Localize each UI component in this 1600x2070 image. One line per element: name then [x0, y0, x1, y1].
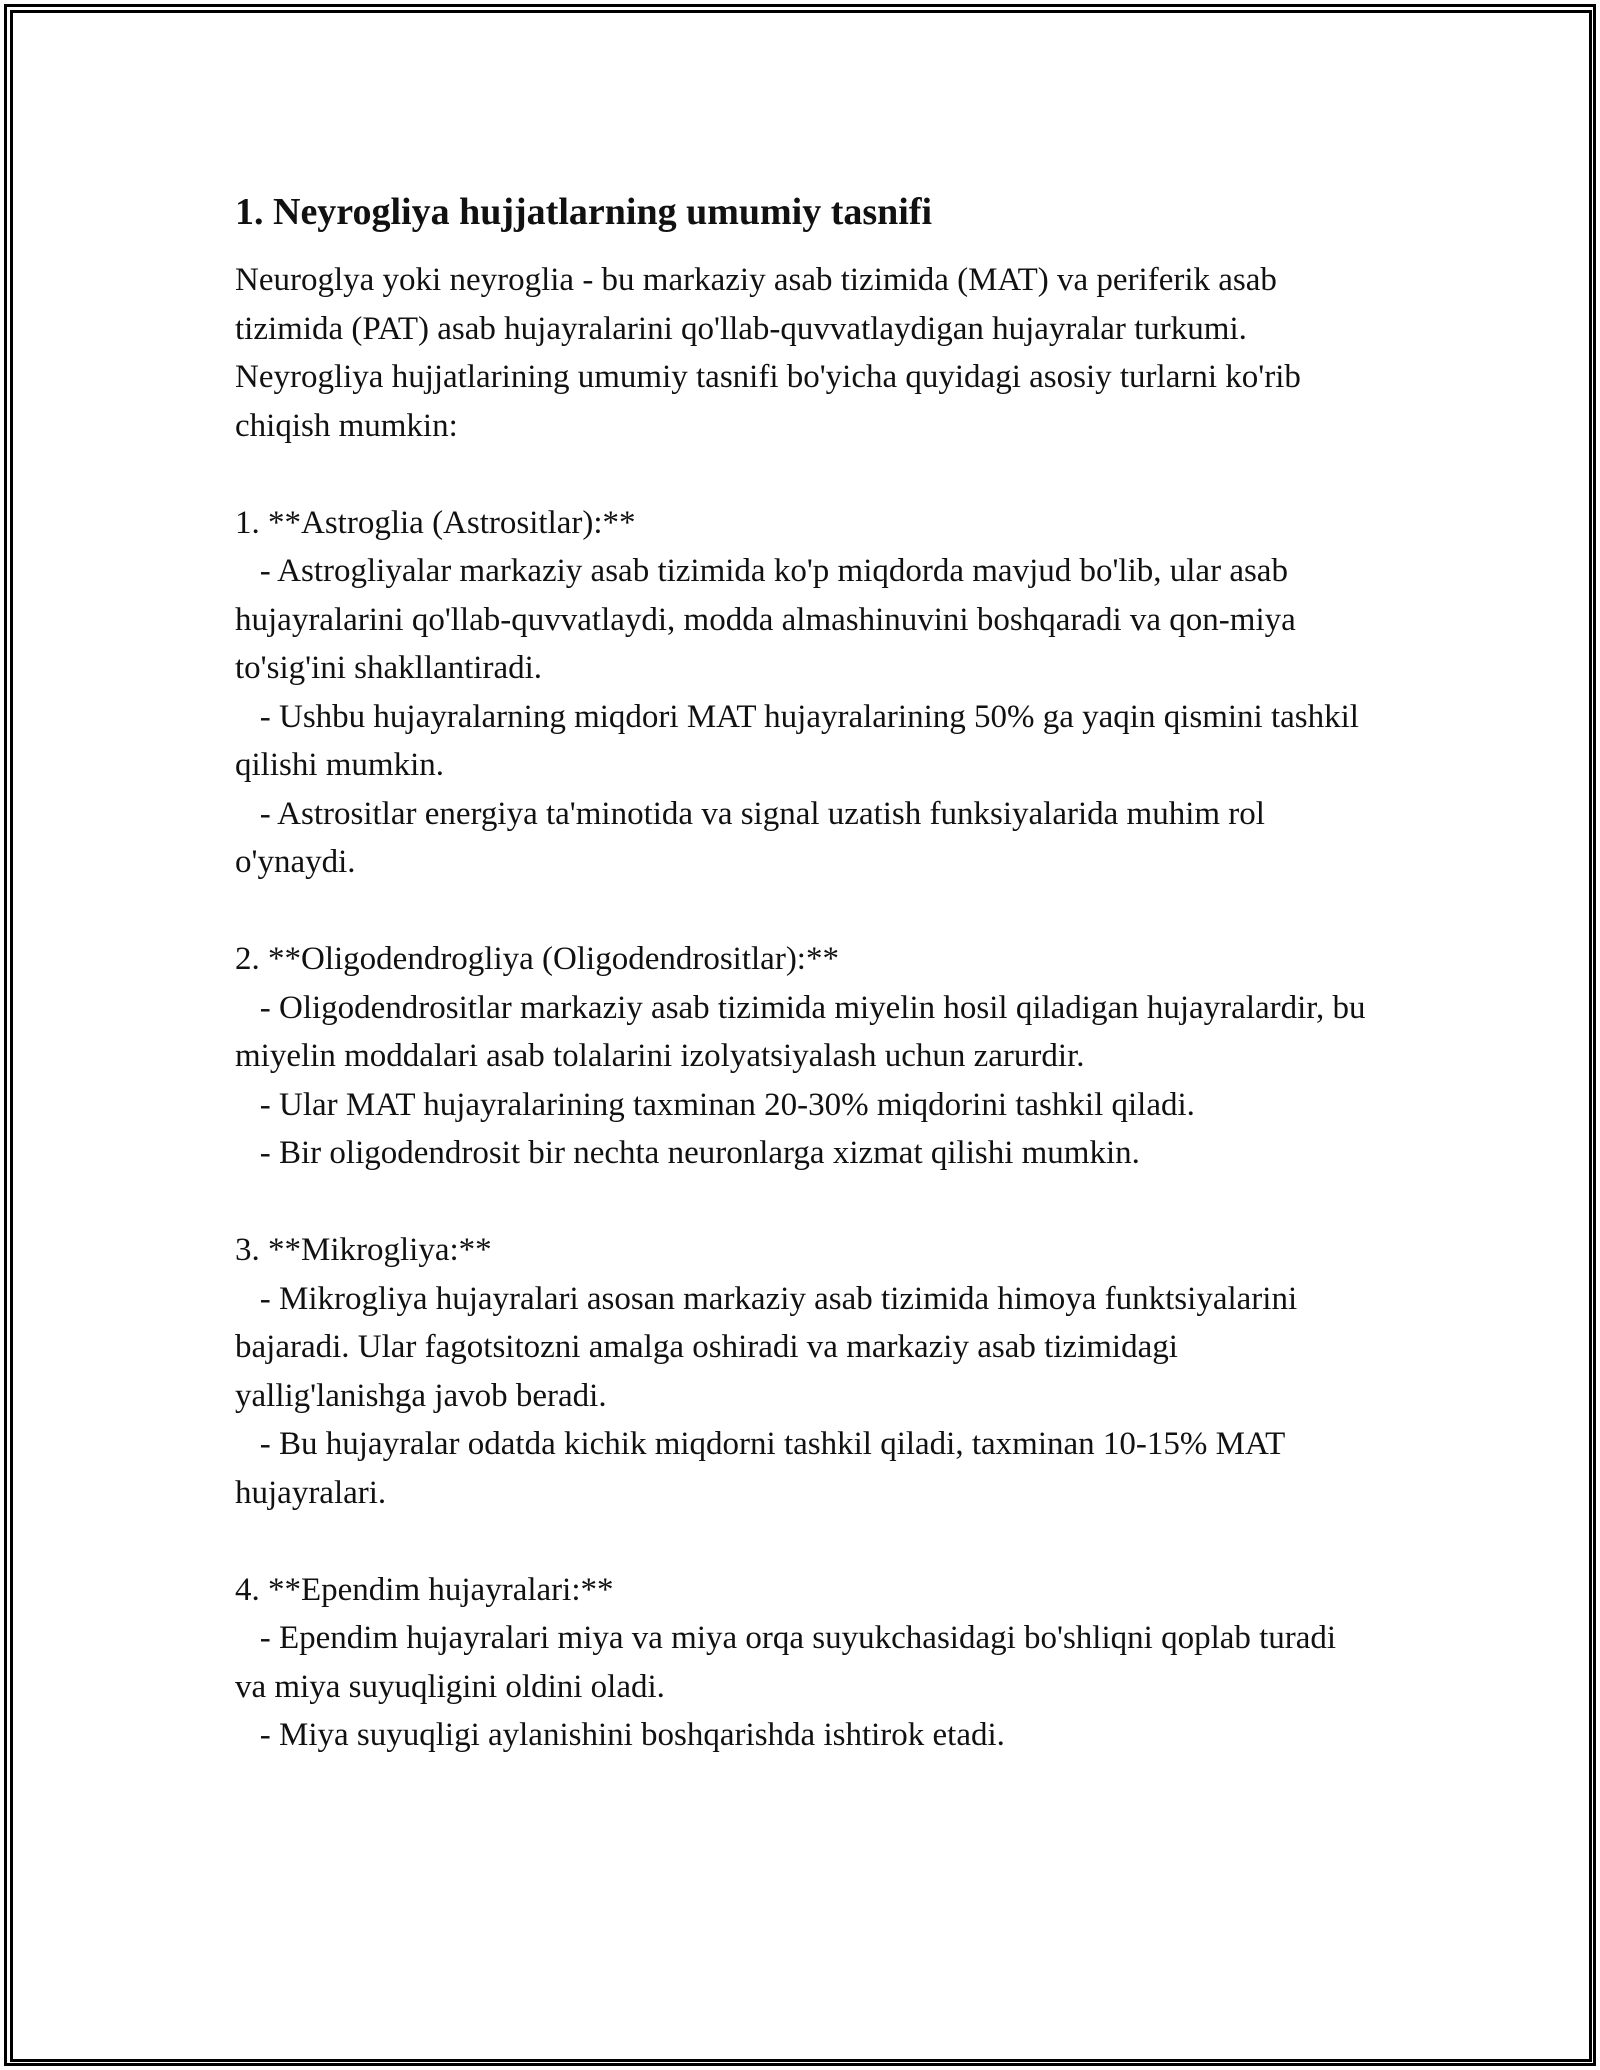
section-astroglia: [235, 499, 1375, 887]
list-item: - Mikrogliya hujayralari asosan markaziy asab tizimida himoya funktsiyalarini bajaradi. Ular fagotsitozni amalga oshiradi va markaziy asab tizimidagi yallig'lanishga javob beradi.: [235, 1280, 1306, 1414]
document-title: 1. Neyrogliya hujjatlarning umumiy tasnifi: [235, 191, 933, 233]
list-item: - Astrositlar energiya ta'minotida va signal uzatish funksiyalarida muhim rol o'ynaydi.: [235, 795, 1274, 880]
intro-paragraph: Neuroglya yoki neyroglia - bu markaziy asab tizimida (MAT) va periferik asab tizimida (PAT) asab hujayralarini qo'llab-quvvatlaydigan hujayralar turkumi. Neyrogliya hujjatlarining umumiy tasnifi bo'yicha quyidagi asosiy turlarni ko'rib chiqish mumkin:: [235, 262, 1301, 444]
list-item: - Astrogliyalar markaziy asab tizimida ko'p miqdorda mavjud bo'lib, ular asab hujayralarini qo'llab-quvvatlaydi, modda almashinuvini boshqaradi va qon-miya to'sig'ini shakllantiradi.: [235, 553, 1305, 686]
document-body: [235, 186, 1375, 1760]
section-heading: 4. **Ependim hujayralari:**: [235, 1571, 614, 1608]
list-item: - Bir oligodendrosit bir nechta neuronlarga xizmat qilishi mumkin.: [235, 1135, 1140, 1171]
section-heading: 1. **Astroglia (Astrositlar):**: [235, 504, 636, 541]
list-item: - Ular MAT hujayralarining taxminan 20-30% miqdorini tashkil qiladi.: [235, 1086, 1195, 1123]
list-item: - Oligodendrositlar markaziy asab tizimida miyelin hosil qiladigan hujayralardir, bu miyelin moddalari asab tolalarini izolyatsiyalash uchun zarurdir.: [235, 989, 1374, 1074]
list-item: - Bu hujayralar odatda kichik miqdorni tashkil qiladi, taxminan 10-15% MAT hujayralari.: [235, 1426, 1293, 1511]
section-heading: 2. **Oligodendrogliya (Oligodendrositlar):**: [235, 941, 839, 977]
section-oligodendroglia: [235, 935, 1375, 1178]
section-microglia: [235, 1226, 1375, 1517]
list-item: - Ependim hujayralari miya va miya orqa suyukchasidagi bo'shliqni qoplab turadi va miya suyuqligini oldini oladi.: [235, 1620, 1345, 1705]
list-item: - Ushbu hujayralarning miqdori MAT hujayralarining 50% ga yaqin qismini tashkil qilishi mumkin.: [235, 698, 1368, 783]
list-item: - Miya suyuqligi aylanishini boshqarishda ishtirok etadi.: [235, 1717, 1005, 1753]
section-heading: 3. **Mikrogliya:**: [235, 1232, 492, 1268]
section-ependymal: [235, 1566, 1375, 1760]
